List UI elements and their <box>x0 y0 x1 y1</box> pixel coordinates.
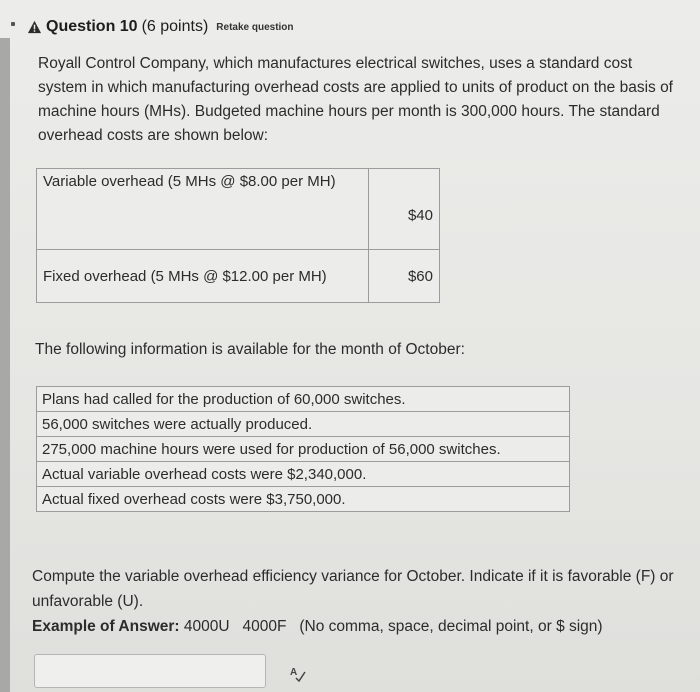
example-line <box>32 614 682 639</box>
info-intro: The following information is available for the month of October: <box>35 341 465 358</box>
table-row <box>37 487 570 512</box>
answer-input[interactable] <box>34 654 266 688</box>
question-header <box>27 18 294 36</box>
question-points: (6 points) <box>141 18 209 35</box>
cost-label: Variable overhead (5 MHs @ $8.00 per MH) <box>37 169 369 250</box>
example-text: 4000U 4000F (No comma, space, decimal point, or $ sign) <box>183 618 603 635</box>
tick-mark <box>11 22 15 26</box>
spellcheck-icon[interactable] <box>288 664 306 682</box>
warning-icon <box>27 20 42 34</box>
table-row <box>37 412 570 437</box>
info-cell: Actual variable overhead costs were $2,340,000. <box>37 462 570 487</box>
table-row <box>37 462 570 487</box>
retake-question-link[interactable]: Retake question <box>216 21 294 33</box>
question-side-bar <box>0 38 10 692</box>
question-prompt: Compute the variable overhead efficiency variance for October. Indicate if it is favorable (F) or unfavorable (U). <box>32 568 674 610</box>
question-number: Question 10 <box>46 18 138 35</box>
cost-amount: $60 <box>369 250 440 303</box>
table-row <box>37 250 440 303</box>
info-cell: 275,000 machine hours were used for production of 56,000 switches. <box>37 437 570 462</box>
question-paragraph: Royall Control Company, which manufactures electrical switches, uses a standard cost system in which manufacturing overhead costs are applied to units of product on the basis of machine hours (MHs). Budgeted machine hours per month is 300,000 hours. The standard overhead costs are shown below: <box>38 55 673 144</box>
cost-amount: $40 <box>369 169 440 250</box>
info-cell: Actual fixed overhead costs were $3,750,000. <box>37 487 570 512</box>
example-label: Example of Answer: <box>32 618 180 635</box>
table-row <box>37 437 570 462</box>
question-prompt-block <box>32 564 682 639</box>
info-cell: Plans had called for the production of 60,000 switches. <box>37 387 570 412</box>
info-cell: 56,000 switches were actually produced. <box>37 412 570 437</box>
svg-text:A: A <box>290 667 298 678</box>
standard-overhead-table <box>36 168 440 303</box>
cost-label: Fixed overhead (5 MHs @ $12.00 per MH) <box>37 250 369 303</box>
table-row <box>37 387 570 412</box>
october-info-table <box>36 386 570 512</box>
table-row <box>37 169 440 250</box>
